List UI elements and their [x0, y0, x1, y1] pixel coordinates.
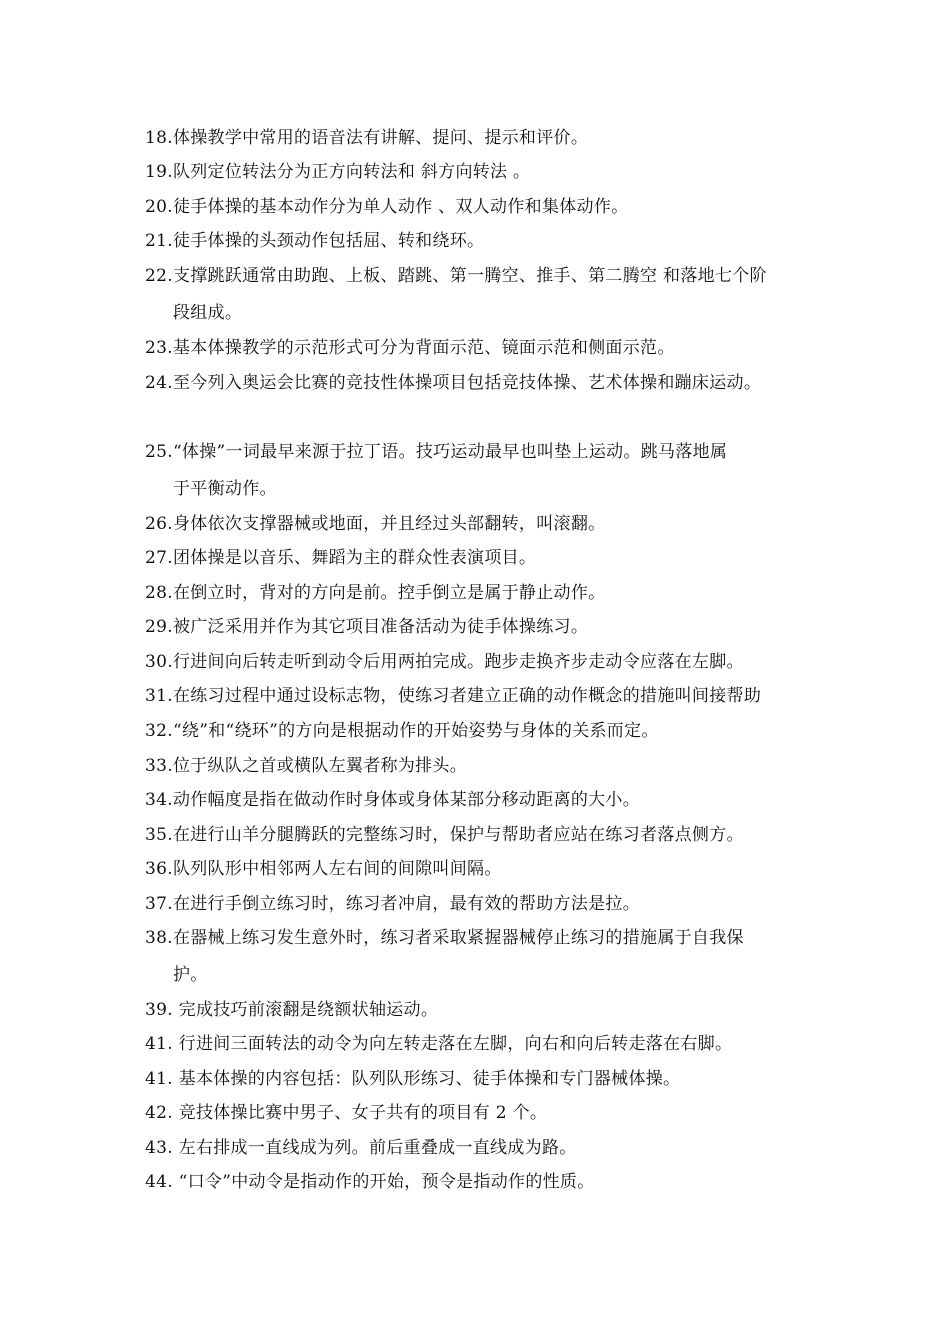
list-item-continuation — [173, 302, 242, 324]
item-number: 36. — [145, 859, 173, 879]
list-item — [145, 196, 628, 218]
item-text: 左右排成一直线成为列。前后重叠成一直线成为路。 — [172, 1138, 577, 1158]
list-item-continuation — [173, 964, 208, 986]
list-item-continuation — [173, 478, 277, 500]
item-text: 徒手体操的头颈动作包括屈、转和绕环。 — [172, 231, 485, 251]
item-text: “绕”和“绕环”的方向是根据动作的开始姿势与身体的关系而定。 — [172, 721, 659, 741]
list-item — [145, 582, 605, 604]
item-number: 27. — [145, 548, 173, 568]
list-item — [145, 547, 536, 569]
list-item — [145, 230, 484, 252]
item-number: 30. — [145, 652, 173, 672]
item-text: 行进间三面转法的动令为向左转走落在左脚，向右和向后转走落在右脚。 — [172, 1034, 733, 1054]
list-item — [145, 651, 744, 673]
list-item — [145, 824, 744, 846]
item-text: 护。 — [173, 965, 208, 985]
item-number: 21. — [145, 231, 173, 251]
list-item — [145, 999, 438, 1021]
item-number: 37. — [145, 894, 173, 914]
list-item — [145, 789, 640, 811]
item-text: 体操教学中常用的语音法有讲解、提问、提示和评价。 — [172, 128, 589, 148]
list-item — [145, 616, 588, 638]
item-text: 基本体操的内容包括：队列队形练习、徒手体操和专门器械体操。 — [172, 1069, 681, 1089]
item-text: 基本体操教学的示范形式可分为背面示范、镜面示范和侧面示范。 — [172, 338, 675, 358]
item-number: 19. — [145, 162, 173, 182]
item-number: 29. — [145, 617, 173, 637]
item-text: 被广泛采用并作为其它项目准备活动为徒手体操练习。 — [172, 617, 589, 637]
item-number: 31. — [145, 686, 173, 706]
list-item — [145, 337, 675, 359]
item-text: “口令”中动令是指动作的开始，预令是指动作的性质。 — [172, 1172, 595, 1192]
item-number: 20. — [145, 197, 173, 217]
item-text: 支撑跳跃通常由助跑、上板、踏跳、第一腾空、推手、第二腾空 和落地七个阶 — [172, 266, 767, 286]
item-number: 18. — [145, 128, 173, 148]
list-item — [145, 513, 605, 535]
list-item — [145, 441, 727, 463]
item-text: 在练习过程中通过设标志物，使练习者建立正确的动作概念的措施叫间接帮助 — [172, 686, 762, 706]
item-text: 在进行山羊分腿腾跃的完整练习时，保护与帮助者应站在练习者落点侧方。 — [172, 825, 744, 845]
list-item — [145, 1171, 595, 1193]
item-text: 队列队形中相邻两人左右间的间隙叫间隔。 — [172, 859, 502, 879]
list-item — [145, 1137, 577, 1159]
item-text: 在进行手倒立练习时，练习者冲肩，最有效的帮助方法是拉。 — [172, 894, 641, 914]
item-number: 42. — [145, 1103, 173, 1123]
list-item — [145, 755, 467, 777]
item-number: 35. — [145, 825, 173, 845]
item-text: 段组成。 — [173, 303, 243, 323]
item-text: 徒手体操的基本动作分为单人动作 、双人动作和集体动作。 — [172, 197, 629, 217]
item-text: 队列定位转法分为正方向转法和 斜方向转法 。 — [172, 162, 531, 182]
item-number: 41. — [145, 1034, 173, 1054]
list-item — [145, 685, 761, 707]
item-text: 于平衡动作。 — [173, 479, 277, 499]
item-text: 动作幅度是指在做动作时身体或身体某部分移动距离的大小。 — [172, 790, 641, 810]
item-text: 在倒立时，背对的方向是前。控手倒立是属于静止动作。 — [172, 583, 606, 603]
list-item — [145, 161, 530, 183]
list-item — [145, 1068, 680, 1090]
item-number: 25. — [145, 442, 173, 462]
item-number: 22. — [145, 266, 173, 286]
list-item — [145, 927, 744, 949]
list-item — [145, 265, 767, 287]
item-text: 行进间向后转走听到动令后用两拍完成。跑步走换齐步走动令应落在左脚。 — [172, 652, 744, 672]
list-item — [145, 127, 588, 149]
list-item — [145, 372, 761, 394]
item-number: 41. — [145, 1069, 173, 1089]
item-number: 26. — [145, 514, 173, 534]
item-number: 34. — [145, 790, 173, 810]
item-text: 在器械上练习发生意外时，练习者采取紧握器械停止练习的措施属于自我保 — [172, 928, 744, 948]
list-item — [145, 893, 640, 915]
item-text: 至今列入奥运会比赛的竞技性体操项目包括竞技体操、艺术体操和蹦床运动。 — [172, 373, 762, 393]
item-number: 44. — [145, 1172, 173, 1192]
item-number: 32. — [145, 721, 173, 741]
item-text: 身体依次支撑器械或地面，并且经过头部翻转，叫滚翻。 — [172, 514, 606, 534]
list-item — [145, 720, 659, 742]
item-number: 38. — [145, 928, 173, 948]
item-text: 竞技体操比赛中男子、女子共有的项目有 2 个。 — [172, 1103, 548, 1123]
item-number: 28. — [145, 583, 173, 603]
item-number: 39. — [145, 1000, 173, 1020]
item-number: 33. — [145, 756, 173, 776]
item-text: 位于纵队之首或横队左翼者称为排头。 — [172, 756, 468, 776]
list-item — [145, 1033, 732, 1055]
item-number: 43. — [145, 1138, 173, 1158]
item-text: “体操”一词最早来源于拉丁语。技巧运动最早也叫垫上运动。跳马落地属 — [172, 442, 728, 462]
item-number: 24. — [145, 373, 173, 393]
list-item — [145, 1102, 547, 1124]
item-text: 完成技巧前滚翻是绕额状轴运动。 — [172, 1000, 439, 1020]
list-item — [145, 858, 502, 880]
item-number: 23. — [145, 338, 173, 358]
item-text: 团体操是以音乐、舞蹈为主的群众性表演项目。 — [172, 548, 537, 568]
